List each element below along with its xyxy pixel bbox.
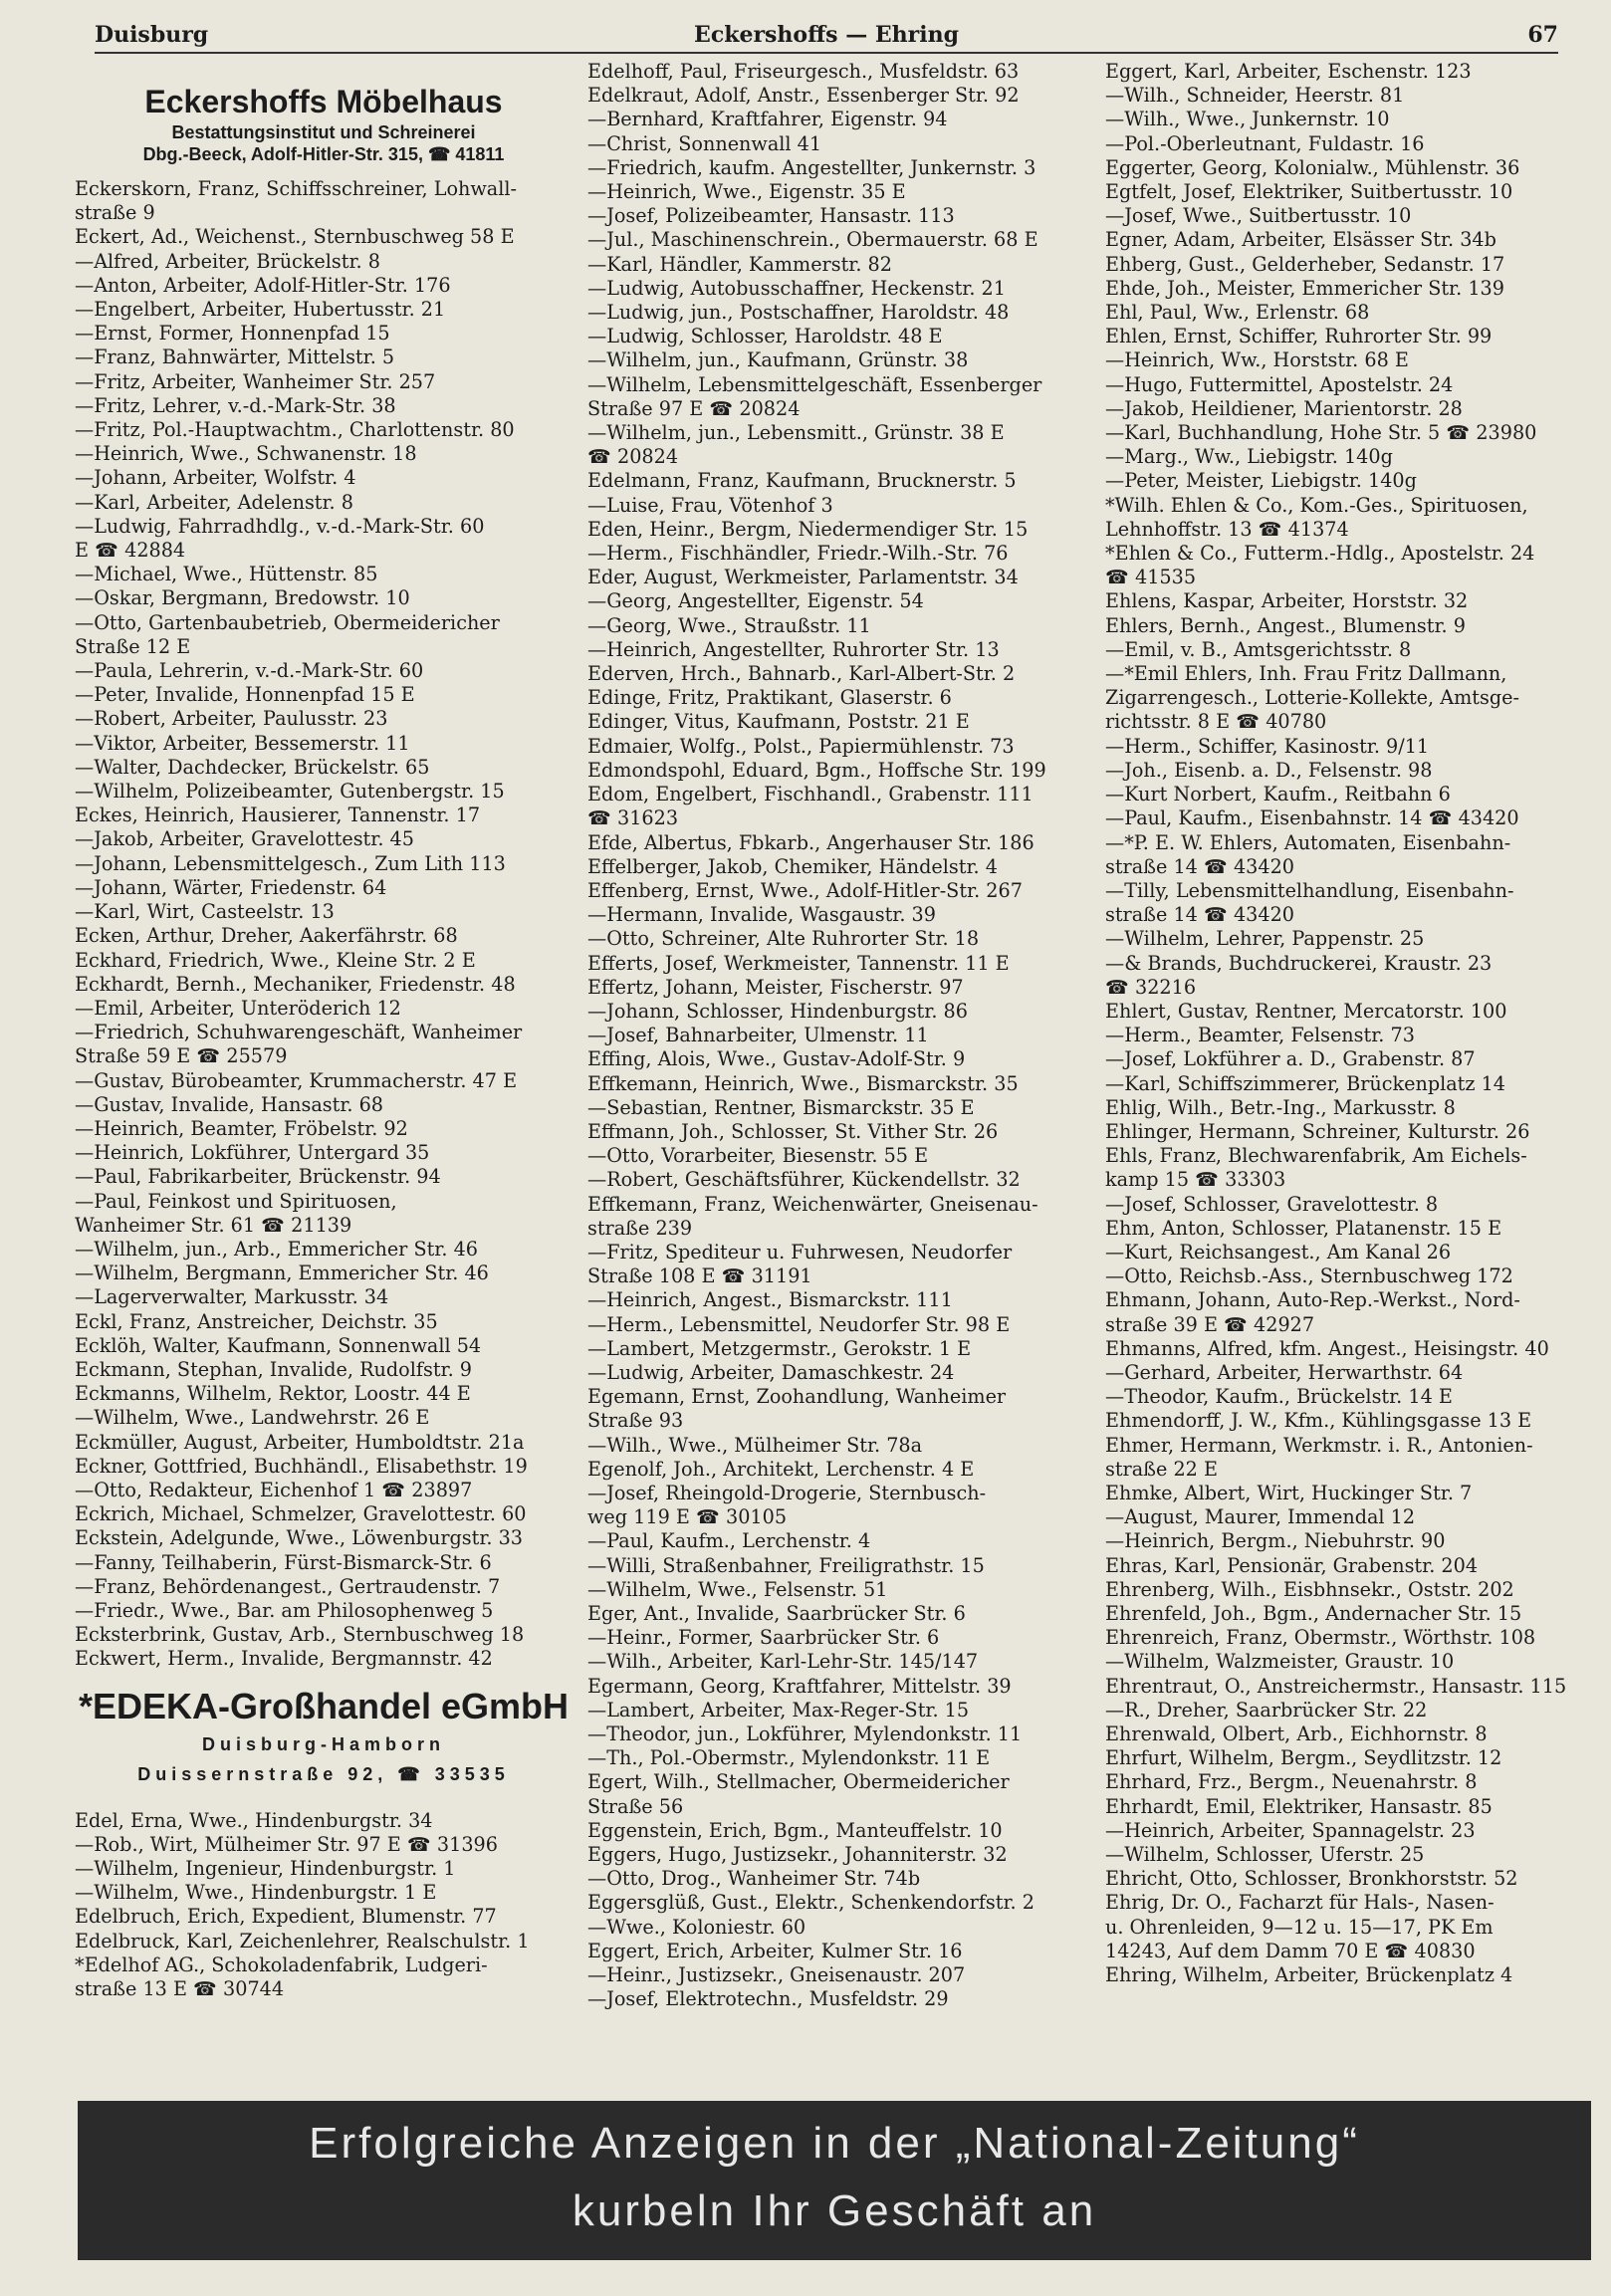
directory-entry: Effkemann, Franz, Weichenwärter, Gneisenau-: [587, 1192, 1038, 1216]
directory-entry: Ehmke, Albert, Wirt, Huckinger Str. 7: [1105, 1481, 1473, 1504]
directory-entry: Egner, Adam, Arbeiter, Elsässer Str. 34b: [1105, 228, 1496, 252]
directory-entry: Ehmanns, Alfred, kfm. Angest., Heisingstr. 40: [1105, 1336, 1549, 1360]
directory-entry: —Wilhelm, Wwe., Landwehrstr. 26 E: [75, 1406, 430, 1430]
directory-entry: —Wilhelm, Polizeibeamter, Gutenbergstr. 15: [75, 780, 505, 804]
directory-entry: —Christ, Sonnenwall 41: [587, 131, 822, 155]
directory-entry: —Emil, Arbeiter, Unteröderich 12: [75, 996, 401, 1020]
entry-list: [75, 177, 573, 1672]
directory-entry: Straße 12 E: [75, 634, 191, 658]
column-3: [1105, 60, 1608, 1987]
directory-entry: Eckerskorn, Franz, Schiffsschreiner, Lohwall-: [75, 177, 517, 200]
directory-entry: —Lambert, Arbeiter, Max-Reger-Str. 15: [587, 1698, 970, 1722]
column-2: [587, 60, 1090, 2011]
directory-entry: Eckes, Heinrich, Hausierer, Tannenstr. 17: [75, 804, 481, 827]
directory-entry: —Karl, Händler, Kammerstr. 82: [587, 252, 892, 276]
directory-entry: —Heinrich, Beamter, Fröbelstr. 92: [75, 1116, 408, 1140]
directory-entry: —Johann, Arbeiter, Wolfstr. 4: [75, 466, 356, 490]
directory-entry: straße 239: [587, 1216, 693, 1240]
directory-entry: Edel, Erna, Wwe., Hindenburgstr. 34: [75, 1808, 433, 1832]
directory-entry: —Gustav, Invalide, Hansastr. 68: [75, 1092, 384, 1116]
directory-entry: —Heinrich, Ww., Horststr. 68 E: [1105, 348, 1409, 372]
directory-entry: —Lagerverwalter, Markusstr. 34: [75, 1285, 389, 1309]
directory-entry: —Wilh., Wwe., Mülheimer Str. 78a: [587, 1433, 923, 1457]
directory-entry: u. Ohrenleiden, 9—12 u. 15—17, PK Em: [1105, 1915, 1494, 1939]
directory-entry: —Viktor, Arbeiter, Bessemerstr. 11: [75, 731, 410, 755]
directory-entry: —Robert, Arbeiter, Paulusstr. 23: [75, 707, 388, 731]
directory-entry: Efferts, Josef, Werkmeister, Tannenstr. 11 E: [587, 951, 1010, 975]
directory-entry: —Ludwig, Fahrradhdlg., v.-d.-Mark-Str. 60: [75, 514, 485, 538]
directory-entry: —Johann, Schlosser, Hindenburgstr. 86: [587, 999, 968, 1023]
directory-entry: Zigarrengesch., Lotterie-Kollekte, Amtsge-: [1105, 686, 1519, 710]
directory-entry: 14243, Auf dem Damm 70 E ☎ 40830: [1105, 1939, 1476, 1962]
directory-entry: —Joh., Eisenb. a. D., Felsenstr. 98: [1105, 758, 1433, 782]
directory-entry: —R., Dreher, Saarbrücker Str. 22: [1105, 1698, 1428, 1722]
directory-entry: —Heinrich, Bergm., Niebuhrstr. 90: [1105, 1529, 1446, 1553]
directory-entry: Straße 56: [587, 1794, 684, 1818]
directory-entry: Eckmann, Stephan, Invalide, Rudolfstr. 9: [75, 1357, 473, 1381]
directory-entry: Edelkraut, Adolf, Anstr., Essenberger Str. 92: [587, 84, 1020, 108]
directory-entry: straße 13 E ☎ 30744: [75, 1977, 285, 2001]
directory-entry: —Heinrich, Lokführer, Untergard 35: [75, 1141, 430, 1165]
directory-entry: —Hermann, Invalide, Wasgaustr. 39: [587, 903, 936, 927]
directory-entry: weg 119 E ☎ 30105: [587, 1505, 788, 1529]
directory-entry: *Ehlen & Co., Futterm.-Hdlg., Apostelstr. 24: [1105, 542, 1535, 566]
directory-entry: Effenberg, Ernst, Wwe., Adolf-Hitler-Str. 267: [587, 878, 1023, 902]
header-range: Eckershoffs — Ehring: [694, 22, 959, 48]
directory-entry: —Otto, Drog., Wanheimer Str. 74b: [587, 1867, 921, 1891]
directory-entry: —Marg., Ww., Liebigstr. 140g: [1105, 445, 1393, 469]
directory-entry: —Heinrich, Angestellter, Ruhrorter Str. 13: [587, 637, 1000, 661]
directory-entry: —Otto, Gartenbaubetrieb, Obermeidericher: [75, 610, 500, 634]
directory-entry: Ehmendorff, J. W., Kfm., Kühlingsgasse 13 E: [1105, 1409, 1532, 1433]
directory-entry: —Jul., Maschinenschrein., Obermauerstr. 68 E: [587, 228, 1038, 252]
directory-entry: straße 22 E: [1105, 1457, 1218, 1481]
directory-entry: Ehls, Franz, Blechwarenfabrik, Am Eichels-: [1105, 1144, 1527, 1168]
directory-entry: Eggert, Karl, Arbeiter, Eschenstr. 123: [1105, 60, 1472, 83]
banner-line-1: Erfolgreiche Anzeigen in der „National-Zeitung“: [309, 2119, 1360, 2168]
directory-entry: —Heinrich, Wwe., Schwanenstr. 18: [75, 442, 417, 466]
directory-entry: —Karl, Arbeiter, Adelenstr. 8: [75, 490, 353, 514]
advert-banner: [78, 2101, 1591, 2260]
directory-entry: Ehlinger, Hermann, Schreiner, Kulturstr. 26: [1105, 1119, 1530, 1143]
directory-entry: —Wilhelm, Wwe., Hindenburgstr. 1 E: [75, 1881, 437, 1905]
directory-entry: Eckwert, Herm., Invalide, Bergmannstr. 42: [75, 1647, 493, 1671]
directory-entry: E ☎ 42884: [75, 539, 186, 563]
directory-entry: —Ludwig, Arbeiter, Damaschkestr. 24: [587, 1360, 955, 1384]
directory-entry: —Rob., Wirt, Mülheimer Str. 97 E ☎ 31396: [75, 1832, 498, 1856]
directory-entry: —Gerhard, Arbeiter, Herwarthstr. 64: [1105, 1360, 1464, 1384]
directory-entry: —Josef, Schlosser, Gravelottestr. 8: [1105, 1192, 1439, 1216]
directory-entry: —Ludwig, Autobusschaffner, Heckenstr. 21: [587, 276, 1006, 300]
directory-entry: —Friedrich, kaufm. Angestellter, Junkernstr. 3: [587, 155, 1036, 179]
directory-entry: —Hugo, Futtermittel, Apostelstr. 24: [1105, 372, 1454, 396]
directory-entry: Eckert, Ad., Weichenst., Sternbuschweg 58 E: [75, 225, 515, 249]
directory-entry: —Friedr., Wwe., Bar. am Philosophenweg 5: [75, 1598, 494, 1622]
directory-entry: straße 14 ☎ 43420: [1105, 903, 1294, 927]
directory-entry: Effing, Alois, Wwe., Gustav-Adolf-Str. 9: [587, 1047, 966, 1071]
entry-list: [1105, 60, 1608, 1987]
directory-entry: straße 9: [75, 201, 155, 225]
directory-entry: ☎ 32216: [1105, 975, 1197, 999]
directory-entry: Eggerter, Georg, Kolonialw., Mühlenstr. 36: [1105, 155, 1520, 179]
directory-entry: —Wilh., Arbeiter, Karl-Lehr-Str. 145/147: [587, 1650, 979, 1674]
directory-entry: —Pol.-Oberleutnant, Fuldastr. 16: [1105, 131, 1425, 155]
directory-entry: Ehlens, Kaspar, Arbeiter, Horststr. 32: [1105, 589, 1469, 613]
directory-entry: —Engelbert, Arbeiter, Hubertusstr. 21: [75, 298, 446, 322]
directory-entry: —Jakob, Heildiener, Marientorstr. 28: [1105, 396, 1463, 420]
directory-entry: —Fritz, Lehrer, v.-d.-Mark-Str. 38: [75, 393, 396, 417]
directory-entry: ☎ 31623: [587, 806, 679, 830]
moebelhaus-ad: [75, 82, 573, 165]
directory-entry: —Alfred, Arbeiter, Brückelstr. 8: [75, 249, 380, 273]
directory-entry: Straße 93: [587, 1409, 684, 1433]
directory-entry: Ehrhardt, Emil, Elektriker, Hansastr. 85: [1105, 1794, 1493, 1818]
directory-entry: Eggert, Erich, Arbeiter, Kulmer Str. 16: [587, 1939, 963, 1962]
directory-entry: Efde, Albertus, Fbkarb., Angerhauser Str. 186: [587, 830, 1035, 854]
directory-entry: —Heinrich, Angest., Bismarckstr. 111: [587, 1288, 953, 1312]
directory-entry: Ehlert, Gustav, Rentner, Mercatorstr. 100: [1105, 999, 1507, 1023]
directory-entry: —Friedrich, Schuhwarengeschäft, Wanheimer: [75, 1021, 523, 1044]
directory-entry: richtsstr. 8 E ☎ 40780: [1105, 710, 1327, 734]
directory-entry: Egtfelt, Josef, Elektriker, Suitbertusstr. 10: [1105, 180, 1513, 204]
directory-entry: Eckmüller, August, Arbeiter, Humboldtstr. 21a: [75, 1430, 525, 1454]
directory-entry: —Emil, v. B., Amtsgerichtsstr. 8: [1105, 637, 1412, 661]
directory-entry: —Ludwig, Schlosser, Haroldstr. 48 E: [587, 325, 943, 348]
directory-entry: —Wilhelm, Bergmann, Emmericher Str. 46: [75, 1262, 489, 1285]
directory-entry: —Walter, Dachdecker, Brückelstr. 65: [75, 755, 430, 779]
directory-entry: Ehde, Joh., Meister, Emmericher Str. 139: [1105, 276, 1504, 300]
directory-entry: —Wilhelm, Ingenieur, Hindenburgstr. 1: [75, 1857, 456, 1880]
directory-entry: —Peter, Invalide, Honnenpfad 15 E: [75, 683, 415, 707]
ad-line: Bestattungsinstitut und Schreinerei: [171, 122, 476, 142]
directory-entry: Ehras, Karl, Pensionär, Grabenstr. 204: [1105, 1553, 1479, 1577]
directory-entry: —Paul, Kaufm., Lerchenstr. 4: [587, 1529, 871, 1553]
directory-entry: —Herm., Lebensmittel, Neudorfer Str. 98 E: [587, 1312, 1011, 1336]
directory-entry: Edelmann, Franz, Kaufmann, Brucknerstr. 5: [587, 469, 1017, 493]
directory-entry: Ecken, Arthur, Dreher, Aakerfährstr. 68: [75, 924, 458, 948]
directory-entry: —Willi, Straßenbahner, Freiligrathstr. 15: [587, 1553, 985, 1577]
directory-entry: kamp 15 ☎ 33303: [1105, 1168, 1286, 1192]
directory-entry: Eggers, Hugo, Justizsekr., Johanniterstr. 32: [587, 1843, 1008, 1867]
directory-entry: —Th., Pol.-Obermstr., Mylendonkstr. 11 E: [587, 1746, 991, 1770]
directory-entry: Ehlen, Ernst, Schiffer, Ruhrorter Str. 99: [1105, 325, 1493, 348]
directory-entry: —Fanny, Teilhaberin, Fürst-Bismarck-Str. 6: [75, 1550, 492, 1574]
directory-entry: —Gustav, Bürobeamter, Krummacherstr. 47 E: [75, 1068, 518, 1092]
directory-entry: Ehring, Wilhelm, Arbeiter, Brückenplatz 4: [1105, 1963, 1513, 1987]
directory-entry: Ehrfurt, Wilhelm, Bergm., Seydlitzstr. 12: [1105, 1746, 1502, 1770]
directory-entry: —Wilhelm, Lehrer, Pappenstr. 25: [1105, 927, 1425, 951]
directory-entry: Eckmanns, Wilhelm, Rektor, Loostr. 44 E: [75, 1382, 471, 1406]
directory-entry: Ehrig, Dr. O., Facharzt für Hals-, Nasen-: [1105, 1891, 1495, 1915]
directory-entry: Edinger, Vitus, Kaufmann, Poststr. 21 E: [587, 710, 970, 734]
directory-entry: —Franz, Bahnwärter, Mittelstr. 5: [75, 345, 395, 369]
directory-entry: —Otto, Schreiner, Alte Ruhrorter Str. 18: [587, 927, 980, 951]
directory-entry: —Franz, Behördenangest., Gertraudenstr. 7: [75, 1574, 501, 1598]
header-city: Duisburg: [95, 22, 209, 48]
directory-entry: Eckrich, Michael, Schmelzer, Gravelottestr. 60: [75, 1502, 527, 1526]
directory-entry: —Paul, Feinkost und Spirituosen,: [75, 1189, 397, 1213]
directory-entry: —Otto, Vorarbeiter, Biesenstr. 55 E: [587, 1144, 929, 1168]
directory-entry: ☎ 20824: [587, 445, 679, 469]
directory-entry: Ecksterbrink, Gustav, Arb., Sternbuschweg 18: [75, 1623, 525, 1647]
entry-list: [587, 60, 1090, 2011]
directory-entry: —Fritz, Pol.-Hauptwachtm., Charlottenstr. 80: [75, 418, 515, 442]
directory-entry: —Jakob, Arbeiter, Gravelottestr. 45: [75, 827, 414, 851]
directory-entry: —Wilhelm, Schlosser, Uferstr. 25: [1105, 1843, 1425, 1867]
directory-entry: Edom, Engelbert, Fischhandl., Grabenstr. 111: [587, 783, 1034, 806]
ad-title: Eckershoffs Möbelhaus: [144, 84, 503, 119]
directory-entry: —Wwe., Koloniestr. 60: [587, 1915, 806, 1939]
directory-entry: —Heinrich, Wwe., Eigenstr. 35 E: [587, 180, 906, 204]
directory-entry: Ehrenberg, Wilh., Eisbhnsekr., Oststr. 202: [1105, 1577, 1514, 1601]
directory-entry: —August, Maurer, Immendal 12: [1105, 1505, 1416, 1529]
directory-entry: Ehm, Anton, Schlosser, Platanenstr. 15 E: [1105, 1216, 1502, 1240]
page-number: 67: [1527, 22, 1558, 48]
directory-entry: Ehrhard, Frz., Bergm., Neuenahrstr. 8: [1105, 1770, 1478, 1794]
directory-entry: Straße 59 E ☎ 25579: [75, 1044, 288, 1068]
ad-line: Duisburg-Hamborn: [202, 1733, 445, 1754]
directory-entry: —Michael, Wwe., Hüttenstr. 85: [75, 563, 378, 586]
ad-line: Dbg.-Beeck, Adolf-Hitler-Str. 315, ☎ 41811: [142, 144, 505, 164]
directory-entry: Eggenstein, Erich, Bgm., Manteuffelstr. 10: [587, 1818, 1003, 1842]
directory-entry: —Josef, Polizeibeamter, Hansastr. 113: [587, 204, 955, 228]
directory-entry: —Kurt Norbert, Kaufm., Reitbahn 6: [1105, 783, 1451, 806]
directory-entry: Straße 108 E ☎ 31191: [587, 1264, 812, 1288]
directory-entry: Ehmer, Hermann, Werkmstr. i. R., Antonien-: [1105, 1433, 1533, 1457]
directory-entry: —Ernst, Former, Honnenpfad 15: [75, 322, 390, 345]
directory-entry: Effertz, Johann, Meister, Fischerstr. 97: [587, 975, 964, 999]
directory-entry: Eder, August, Werkmeister, Parlamentstr. 34: [587, 566, 1019, 589]
directory-entry: Edmondspohl, Eduard, Bgm., Hoffsche Str. 199: [587, 758, 1046, 782]
directory-entry: —Oskar, Bergmann, Bredowstr. 10: [75, 586, 410, 610]
directory-entry: Ehrenwald, Olbert, Arb., Eichhornstr. 8: [1105, 1722, 1488, 1746]
directory-entry: —Josef, Wwe., Suitbertusstr. 10: [1105, 204, 1412, 228]
directory-entry: —Wilhelm, Wwe., Felsenstr. 51: [587, 1577, 888, 1601]
directory-entry: Edmaier, Wolfg., Polst., Papiermühlenstr. 73: [587, 734, 1015, 758]
directory-entry: ☎ 41535: [1105, 566, 1197, 589]
directory-entry: —Paul, Fabrikarbeiter, Brückenstr. 94: [75, 1165, 441, 1189]
directory-entry: Edelbruch, Erich, Expedient, Blumenstr. 77: [75, 1905, 497, 1929]
directory-entry: —Ludwig, jun., Postschaffner, Haroldstr. 48: [587, 301, 1010, 325]
directory-entry: Ehricht, Otto, Schlosser, Bronkhorststr. 52: [1105, 1867, 1518, 1891]
directory-entry: —Theodor, Kaufm., Brückelstr. 14 E: [1105, 1385, 1453, 1409]
directory-entry: —Robert, Geschäftsführer, Kückendellstr. 32: [587, 1168, 1021, 1192]
directory-entry: —Anton, Arbeiter, Adolf-Hitler-Str. 176: [75, 273, 451, 297]
directory-entry: Eckstein, Adelgunde, Wwe., Löwenburgstr. 33: [75, 1526, 524, 1550]
directory-entry: Eckhardt, Bernh., Mechaniker, Friedenstr. 48: [75, 972, 516, 996]
directory-entry: Edelbruck, Karl, Zeichenlehrer, Realschulstr. 1: [75, 1929, 530, 1952]
directory-entry: —Paula, Lehrerin, v.-d.-Mark-Str. 60: [75, 659, 424, 683]
directory-entry: —& Brands, Buchdruckerei, Kraustr. 23: [1105, 951, 1493, 975]
directory-entry: Lehnhoffstr. 13 ☎ 41374: [1105, 517, 1349, 541]
directory-entry: Ehrenfeld, Joh., Bgm., Andernacher Str. 15: [1105, 1602, 1522, 1625]
directory-entry: —Wilh., Schneider, Heerstr. 81: [1105, 84, 1405, 108]
directory-entry: Egert, Wilh., Stellmacher, Obermeidericher: [587, 1770, 1010, 1794]
directory-entry: —Luise, Frau, Vötenhof 3: [587, 493, 833, 517]
directory-entry: —Josef, Elektrotechn., Musfeldstr. 29: [587, 1987, 949, 2011]
directory-entry: Wanheimer Str. 61 ☎ 21139: [75, 1213, 352, 1237]
directory-entry: —Georg, Wwe., Straußstr. 11: [587, 613, 871, 637]
directory-entry: Effelberger, Jakob, Chemiker, Händelstr. 4: [587, 854, 998, 878]
directory-entry: —Johann, Wärter, Friedenstr. 64: [75, 875, 387, 899]
directory-entry: Effkemann, Heinrich, Wwe., Bismarckstr. 35: [587, 1071, 1019, 1095]
ad-line: Duissernstraße 92, ☎ 33535: [137, 1763, 510, 1784]
directory-entry: Ederven, Hrch., Bahnarb., Karl-Albert-Str. 2: [587, 662, 1016, 686]
directory-entry: Egemann, Ernst, Zoohandlung, Wanheimer: [587, 1385, 1007, 1409]
directory-entry: —Peter, Meister, Liebigstr. 140g: [1105, 469, 1417, 493]
directory-entry: —Wilhelm, jun., Lebensmitt., Grünstr. 38 E: [587, 421, 1005, 445]
directory-entry: —Karl, Wirt, Casteelstr. 13: [75, 900, 335, 924]
directory-entry: —Lambert, Metzgermstr., Gerokstr. 1 E: [587, 1336, 972, 1360]
directory-entry: Ehrentraut, O., Anstreichermstr., Hansastr. 115: [1105, 1674, 1567, 1698]
directory-entry: —Herm., Fischhändler, Friedr.-Wilh.-Str. 76: [587, 542, 1009, 566]
directory-entry: —Josef, Rheingold-Drogerie, Sternbusch-: [587, 1481, 987, 1504]
directory-entry: Eger, Ant., Invalide, Saarbrücker Str. 6: [587, 1602, 966, 1625]
directory-entry: Effmann, Joh., Schlosser, St. Vither Str. 26: [587, 1119, 999, 1143]
ad-title: *EDEKA-Großhandel eGmbH: [78, 1685, 570, 1726]
directory-entry: straße 14 ☎ 43420: [1105, 854, 1294, 878]
directory-entry: —Wilhelm, Lebensmittelgeschäft, Essenberger: [587, 372, 1042, 396]
column-1: [75, 60, 573, 2001]
directory-entry: —Bernhard, Kraftfahrer, Eigenstr. 94: [587, 108, 948, 131]
directory-entry: —*P. E. W. Ehlers, Automaten, Eisenbahn-: [1105, 830, 1511, 854]
directory-entry: —Johann, Lebensmittelgesch., Zum Lith 113: [75, 851, 506, 875]
directory-entry: straße 39 E ☎ 42927: [1105, 1312, 1315, 1336]
directory-entry: Edelhoff, Paul, Friseurgesch., Musfeldstr. 63: [587, 60, 1020, 83]
directory-entry: —Kurt, Reichsangest., Am Kanal 26: [1105, 1240, 1452, 1263]
directory-entry: —Heinr., Justizsekr., Gneisenaustr. 207: [587, 1963, 966, 1987]
directory-entry: —Fritz, Spediteur u. Fuhrwesen, Neudorfer: [587, 1240, 1013, 1263]
directory-entry: —Fritz, Arbeiter, Wanheimer Str. 257: [75, 369, 436, 393]
directory-entry: Ehrenreich, Franz, Obermstr., Wörthstr. 108: [1105, 1626, 1536, 1650]
directory-entry: —*Emil Ehlers, Inh. Frau Fritz Dallmann,: [1105, 662, 1507, 686]
directory-entry: —Wilhelm, jun., Kaufmann, Grünstr. 38: [587, 348, 969, 372]
directory-entry: Eckner, Gottfried, Buchhändl., Elisabethstr. 19: [75, 1454, 528, 1478]
directory-entry: Ecklöh, Walter, Kaufmann, Sonnenwall 54: [75, 1333, 482, 1357]
directory-entry: Ehlig, Wilh., Betr.-Ing., Markusstr. 8: [1105, 1095, 1456, 1119]
directory-entry: —Wilh., Wwe., Junkernstr. 10: [1105, 108, 1390, 131]
directory-entry: Eggersglüß, Gust., Elektr., Schenkendorfstr. 2: [587, 1891, 1035, 1915]
directory-entry: —Wilhelm, jun., Arb., Emmericher Str. 46: [75, 1237, 478, 1261]
directory-entry: Ehl, Paul, Ww., Erlenstr. 68: [1105, 301, 1370, 325]
directory-entry: Edinge, Fritz, Praktikant, Glaserstr. 6: [587, 686, 952, 710]
directory-entry: Egermann, Georg, Kraftfahrer, Mittelstr. 39: [587, 1674, 1012, 1698]
directory-entry: —Tilly, Lebensmittelhandlung, Eisenbahn-: [1105, 878, 1514, 902]
directory-entry: —Heinr., Former, Saarbrücker Str. 6: [587, 1626, 940, 1650]
directory-entry: —Otto, Reichsb.-Ass., Sternbuschweg 172: [1105, 1264, 1513, 1288]
directory-entry: Ehberg, Gust., Gelderheber, Sedanstr. 17: [1105, 252, 1505, 276]
page-header: [95, 18, 1558, 54]
directory-entry: *Edelhof AG., Schokoladenfabrik, Ludgeri-: [75, 1952, 488, 1976]
banner-line-2: kurbeln Ihr Geschäft an: [572, 2186, 1097, 2235]
directory-entry: —Josef, Bahnarbeiter, Ulmenstr. 11: [587, 1024, 929, 1047]
directory-entry: —Karl, Schiffszimmerer, Brückenplatz 14: [1105, 1071, 1506, 1095]
entry-list: [75, 1809, 573, 2002]
directory-entry: Egenolf, Joh., Architekt, Lerchenstr. 4 E: [587, 1457, 975, 1481]
directory-entry: Ehmann, Johann, Auto-Rep.-Werkst., Nord-: [1105, 1288, 1520, 1312]
directory-entry: —Theodor, jun., Lokführer, Mylendonkstr. 11: [587, 1722, 1023, 1746]
directory-entry: —Herm., Beamter, Felsenstr. 73: [1105, 1024, 1415, 1047]
directory-entry: —Wilhelm, Walzmeister, Graustr. 10: [1105, 1650, 1455, 1674]
directory-entry: Straße 97 E ☎ 20824: [587, 396, 801, 420]
directory-entry: *Wilh. Ehlen & Co., Kom.-Ges., Spirituosen,: [1105, 493, 1528, 517]
directory-entry: —Sebastian, Rentner, Bismarckstr. 35 E: [587, 1095, 975, 1119]
directory-entry: —Heinrich, Arbeiter, Spannagelstr. 23: [1105, 1818, 1476, 1842]
directory-entry: —Josef, Lokführer a. D., Grabenstr. 87: [1105, 1047, 1476, 1071]
directory-entry: —Paul, Kaufm., Eisenbahnstr. 14 ☎ 43420: [1105, 806, 1519, 830]
directory-entry: —Otto, Redakteur, Eichenhof 1 ☎ 23897: [75, 1478, 473, 1501]
directory-entry: —Herm., Schiffer, Kasinostr. 9/11: [1105, 734, 1430, 758]
directory-entry: Eckhard, Friedrich, Wwe., Kleine Str. 2 E: [75, 948, 476, 972]
edeka-ad: [75, 1684, 573, 1789]
directory-entry: —Georg, Angestellter, Eigenstr. 54: [587, 589, 924, 613]
directory-entry: Eden, Heinr., Bergm, Niedermendiger Str. 15: [587, 517, 1029, 541]
directory-entry: —Karl, Buchhandlung, Hohe Str. 5 ☎ 23980: [1105, 421, 1537, 445]
directory-entry: Eckl, Franz, Anstreicher, Deichstr. 35: [75, 1309, 438, 1333]
directory-entry: Ehlers, Bernh., Angest., Blumenstr. 9: [1105, 613, 1466, 637]
